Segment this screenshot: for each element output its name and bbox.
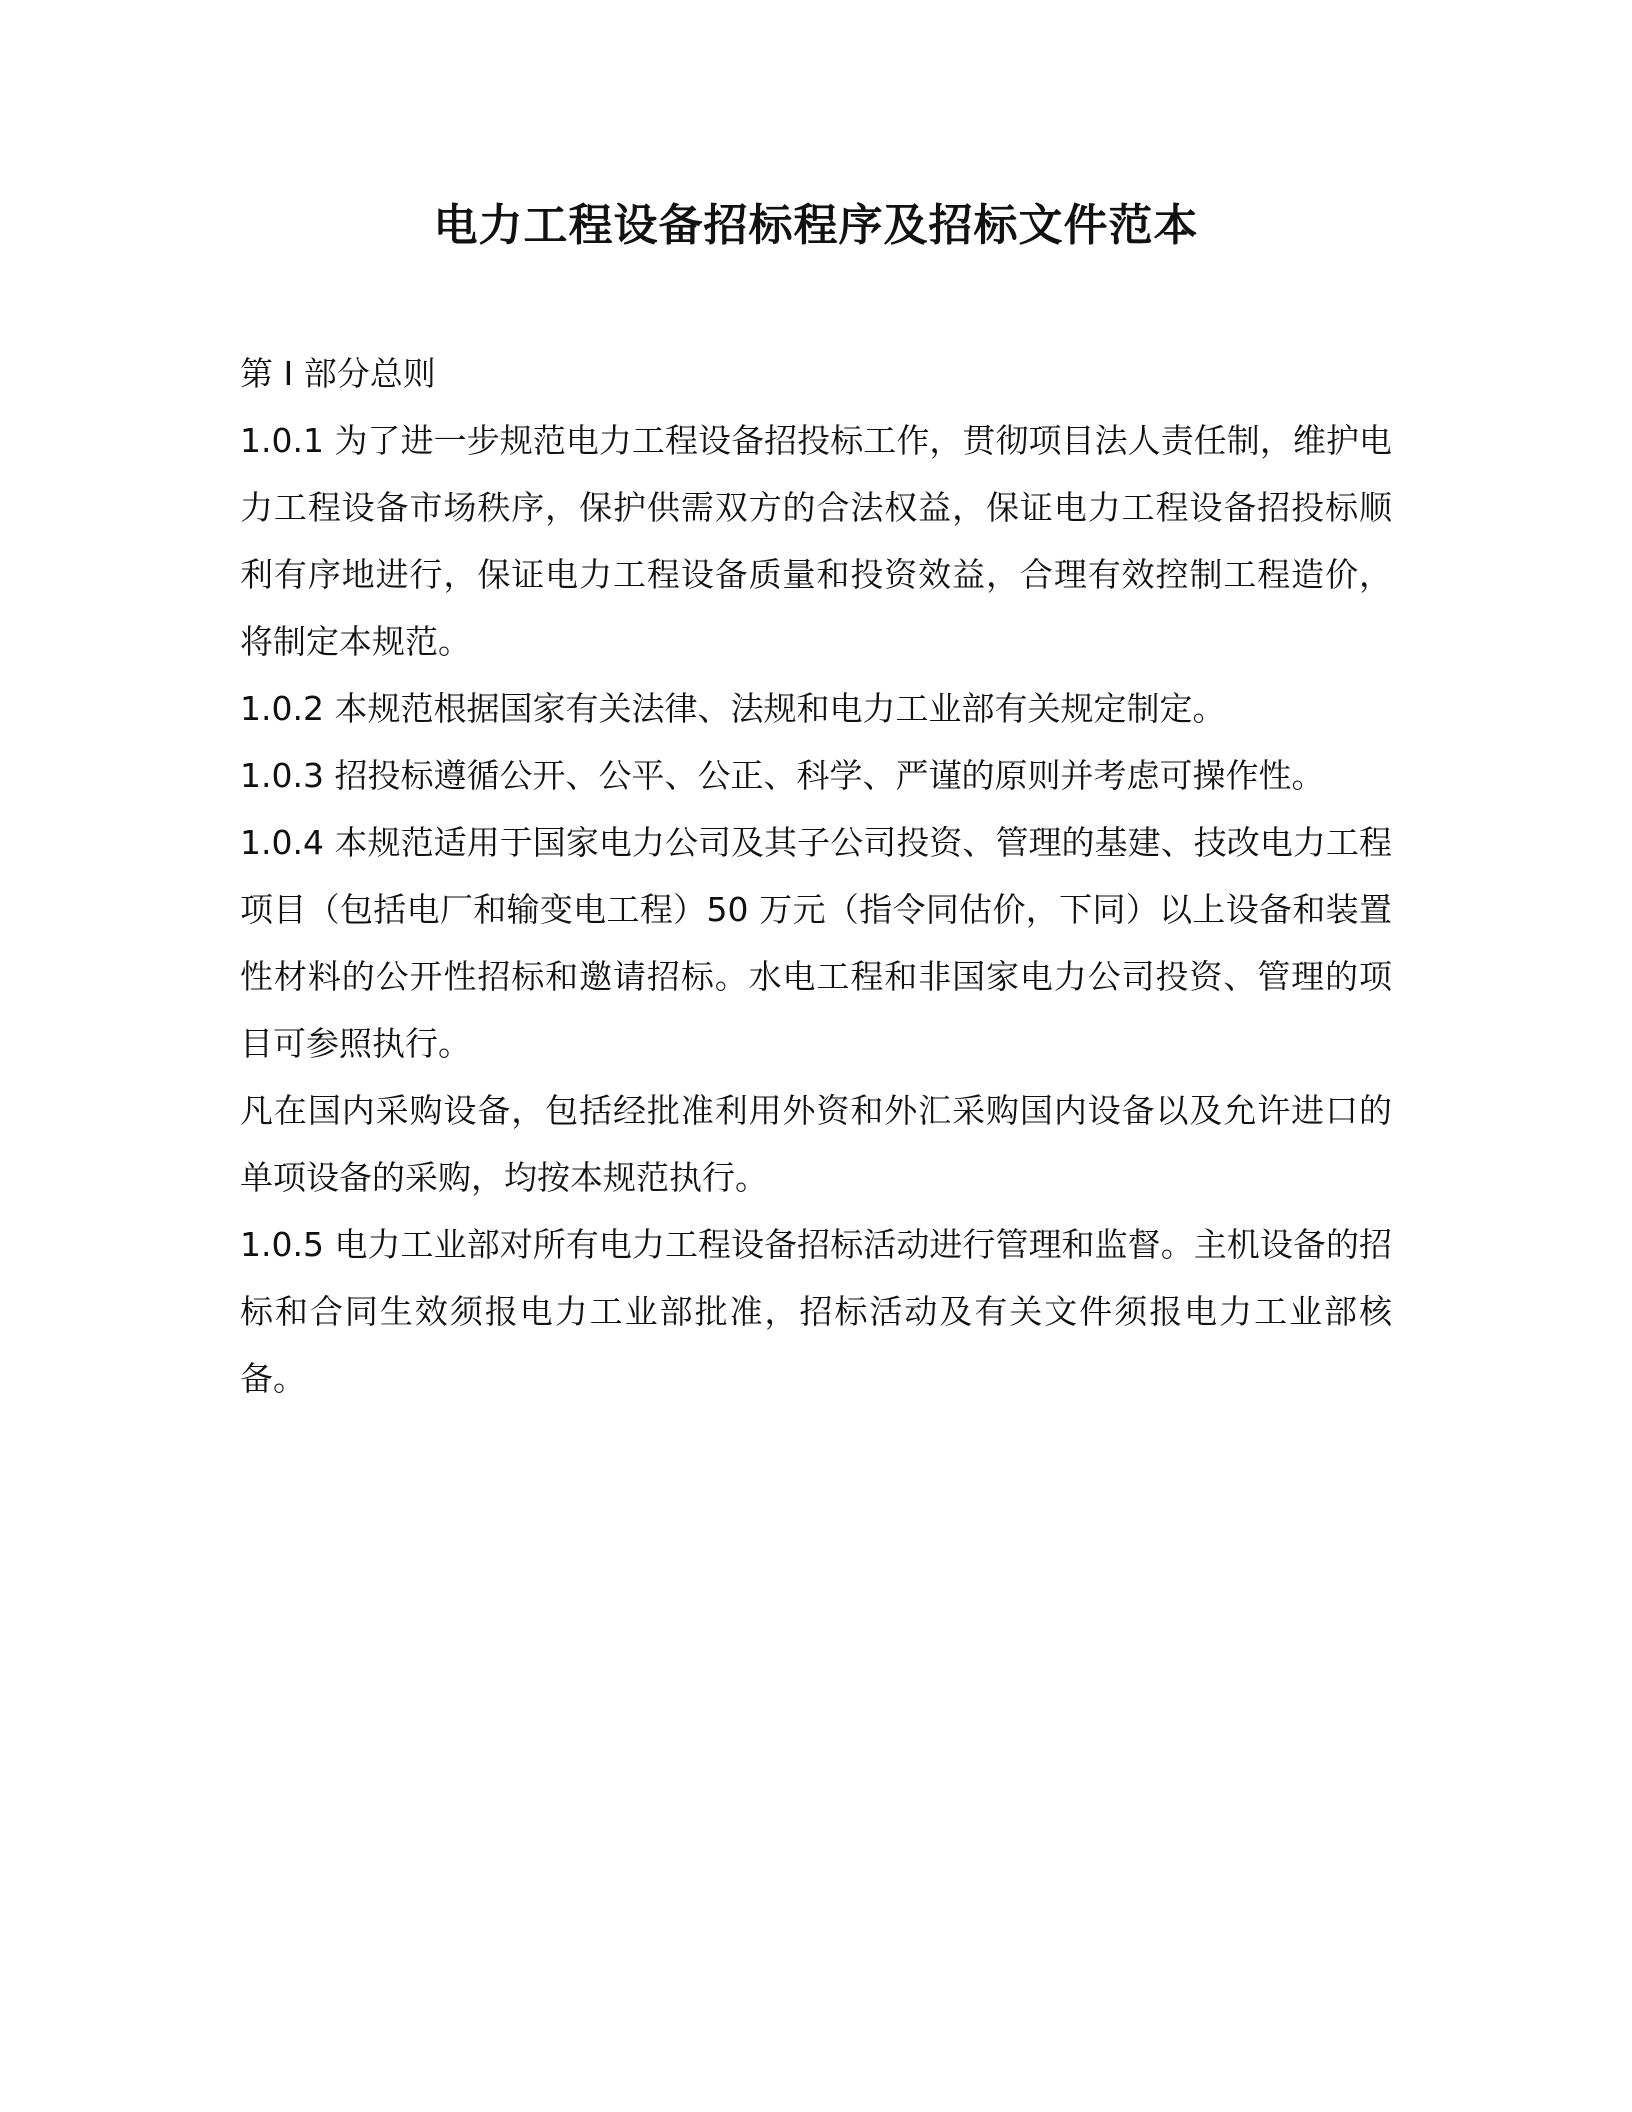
clause-1-0-3: 1.0.3 招投标遵循公开、公平、公正、科学、严谨的原则并考虑可操作性。 [240, 756, 1325, 795]
document-title: 电力工程设备招标程序及招标文件范本 [433, 200, 1199, 251]
clause-1-0-2: 1.0.2 本规范根据国家有关法律、法规和电力工业部有关规定制定。 [240, 689, 1226, 728]
clause-1-0-1: 1.0.1 为了进一步规范电力工程设备招投标工作，贯彻项目法人责任制，维护电力工程设备市场秩序，保护供需双方的合法权益，保证电力工程设备招投标顺利有序地进行，保证电力工程设备质量和投资效益，合理有效控制工程造价，将制定本规范。 [240, 421, 1392, 661]
clause-1-0-5: 1.0.5 电力工业部对所有电力工程设备招标活动进行管理和监督。主机设备的招标和合同生效须报电力工业部批准，招标活动及有关文件须报电力工业部核备。 [240, 1225, 1392, 1398]
clause-1-0-4: 1.0.4 本规范适用于国家电力公司及其子公司投资、管理的基建、技改电力工程项目（包括电厂和输变电工程）50 万元（指令同估价，下同）以上设备和装置性材料的公开性招标和邀请招标。水电工程和非国家电力公司投资、管理的项目可参照执行。 [240, 823, 1392, 1063]
document-body [240, 340, 1392, 1412]
clause-1-0-4-supplement: 凡在国内采购设备，包括经批准利用外资和外汇采购国内设备以及允许进口的单项设备的采购，均按本规范执行。 [240, 1091, 1392, 1197]
section-heading: 第 I 部分总则 [240, 354, 436, 393]
